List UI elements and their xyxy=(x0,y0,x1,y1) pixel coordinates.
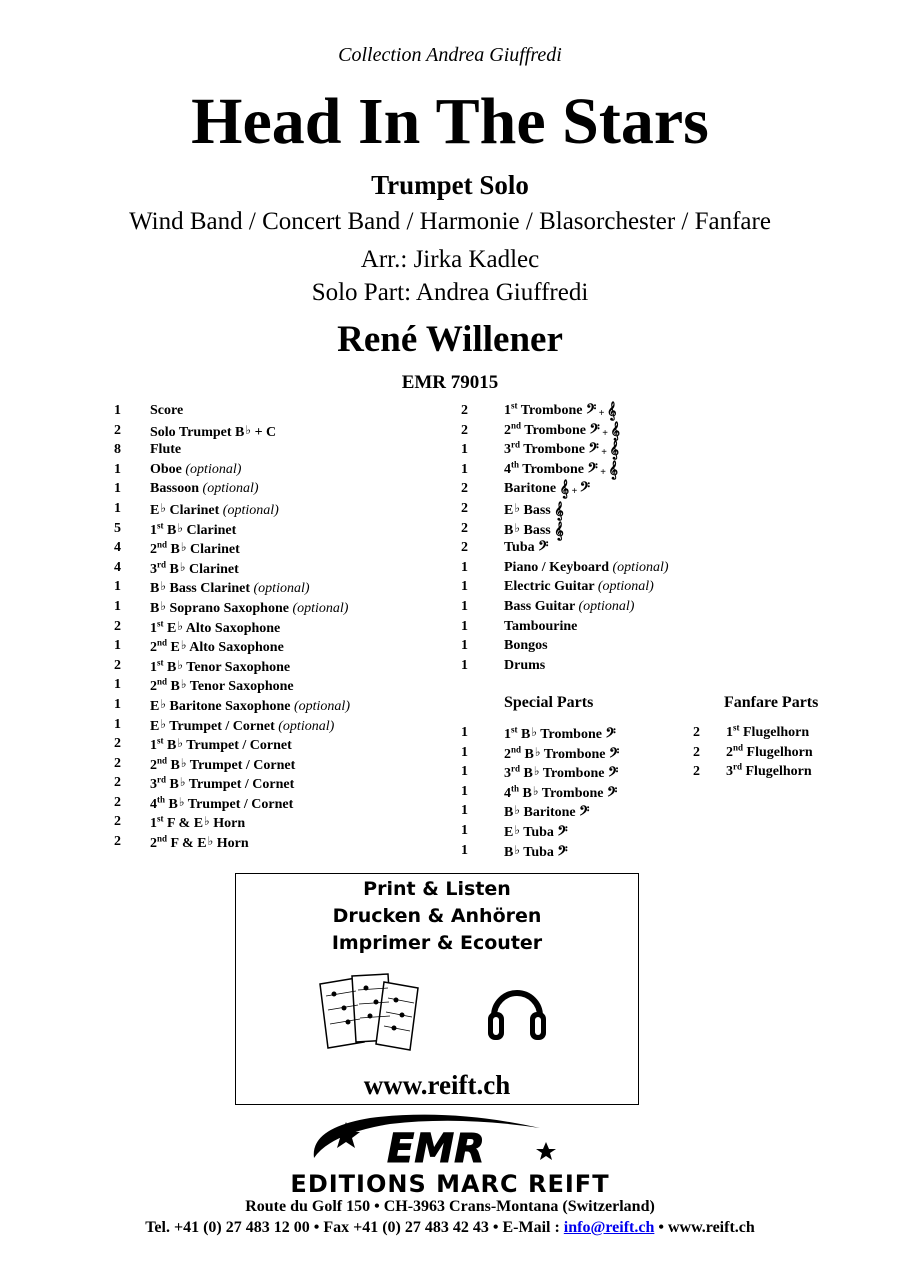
part-name: 1st F & E♭ Horn xyxy=(150,813,246,832)
website-link[interactable]: www.reift.ch xyxy=(363,1070,511,1100)
clef-icon: 𝄢 xyxy=(557,844,568,862)
ordinal-suffix: nd xyxy=(157,833,168,844)
ordinal-suffix: st xyxy=(157,657,164,668)
ordinal-suffix: st xyxy=(157,617,164,628)
part-quantity: 2 xyxy=(114,736,121,752)
ordinal-suffix: rd xyxy=(511,439,520,450)
flat-symbol: ♭ xyxy=(514,520,521,535)
part-name: 2nd Flugelhorn xyxy=(726,741,813,760)
part-name: Oboe (optional) xyxy=(150,461,242,477)
flat-symbol: ♭ xyxy=(177,618,184,633)
flat-symbol: ♭ xyxy=(160,579,167,594)
collection-name: Collection Andrea Giuffredi xyxy=(338,44,562,66)
part-name: 2nd B♭ Clarinet xyxy=(150,539,240,558)
clef-icon: 𝄢 xyxy=(538,540,549,558)
part-name: 2nd Trombone 𝄢 + 𝄞 xyxy=(504,419,620,440)
ordinal-suffix: st xyxy=(157,813,164,824)
flat-symbol: ♭ xyxy=(160,500,167,515)
optional-note: (optional) xyxy=(253,581,310,597)
ordinal-suffix: rd xyxy=(733,761,742,772)
part-name: 2nd F & E♭ Horn xyxy=(150,833,249,852)
clef-icon: 𝄞 xyxy=(554,522,564,540)
ordinal-suffix: rd xyxy=(511,763,520,774)
part-quantity: 2 xyxy=(693,764,700,780)
print-listen-fr: Imprimer & Ecouter xyxy=(331,932,543,954)
flat-symbol: ♭ xyxy=(177,736,184,751)
website-footer: • www.reift.ch xyxy=(654,1219,755,1236)
optional-note: (optional) xyxy=(222,502,279,518)
part-quantity: 1 xyxy=(114,461,121,477)
part-quantity: 2 xyxy=(461,481,468,497)
optional-note: (optional) xyxy=(612,559,669,575)
ordinal-suffix: nd xyxy=(157,637,168,648)
optional-note: (optional) xyxy=(292,600,349,616)
part-name: Baritone 𝄞 + 𝄢 xyxy=(504,481,591,499)
publisher-contact xyxy=(0,1219,900,1237)
flat-symbol: ♭ xyxy=(160,716,167,731)
part-quantity: 2 xyxy=(461,403,468,418)
part-quantity: 2 xyxy=(461,422,468,438)
part-name: 4th B♭ Trumpet / Cornet xyxy=(150,794,294,812)
publisher-address: Route du Golf 150 • CH-3963 Crans-Montana (Switzerland) xyxy=(245,1198,655,1215)
publisher-name: EDITIONS MARC REIFT xyxy=(290,1170,610,1198)
clef-icon: 𝄞 + 𝄢 xyxy=(559,481,591,499)
optional-note: (optional) xyxy=(293,698,350,714)
part-name: Flute xyxy=(150,442,182,458)
flat-symbol: ♭ xyxy=(179,559,186,574)
part-quantity: 1 xyxy=(114,696,121,712)
part-name: 1st Trombone 𝄢 + 𝄞 xyxy=(504,400,617,420)
part-name: 3rd Trombone 𝄢 + 𝄞 xyxy=(504,439,619,460)
catalog-number: EMR 79015 xyxy=(401,372,499,393)
part-quantity: 2 xyxy=(114,422,121,438)
part-quantity: 2 xyxy=(461,540,468,556)
part-name: Bass Guitar (optional) xyxy=(504,598,635,614)
part-name: 2nd E♭ Alto Saxophone xyxy=(150,637,284,656)
part-name: Bongos xyxy=(504,638,548,654)
part-quantity: 2 xyxy=(114,657,121,673)
part-quantity: 1 xyxy=(461,744,468,760)
print-listen-de: Drucken & Anhören xyxy=(332,905,542,927)
flat-symbol: ♭ xyxy=(160,598,167,613)
part-name: E♭ Baritone Saxophone (optional) xyxy=(150,696,350,714)
ordinal-suffix: nd xyxy=(511,419,522,430)
clef-icon: 𝄢 + 𝄞 xyxy=(588,442,619,460)
part-quantity: 1 xyxy=(114,579,121,595)
part-name: Tuba 𝄢 xyxy=(504,540,549,558)
flat-symbol: ♭ xyxy=(204,814,210,829)
part-name: Score xyxy=(150,403,184,418)
part-name: 3rd B♭ Trumpet / Cornet xyxy=(150,774,295,793)
flat-symbol: ♭ xyxy=(245,422,252,437)
part-quantity: 4 xyxy=(114,559,121,575)
flat-symbol: ♭ xyxy=(179,775,186,790)
ordinal-suffix: rd xyxy=(157,774,166,785)
part-name: 1st E♭ Alto Saxophone xyxy=(150,617,281,636)
ordinal-suffix: st xyxy=(511,724,518,735)
part-quantity: 1 xyxy=(114,677,121,693)
part-quantity: 2 xyxy=(114,834,121,850)
part-quantity: 1 xyxy=(461,842,468,858)
part-name: 4th Trombone 𝄢 + 𝄞 xyxy=(504,459,618,479)
flat-symbol: ♭ xyxy=(180,638,187,653)
ordinal-suffix: st xyxy=(511,400,518,411)
part-name: E♭ Bass 𝄞 xyxy=(504,500,564,520)
ordinal-suffix: rd xyxy=(157,559,166,570)
email-link[interactable]: info@reift.ch xyxy=(563,1219,655,1236)
part-quantity: 1 xyxy=(114,403,121,418)
part-quantity: 1 xyxy=(114,716,121,732)
part-quantity: 2 xyxy=(461,500,468,516)
emr-logo-text: EMR xyxy=(387,1126,485,1170)
print-listen-en: Print & Listen xyxy=(363,878,511,900)
ordinal-suffix: nd xyxy=(157,755,168,766)
clef-icon: 𝄢 xyxy=(609,746,620,764)
ordinal-suffix: nd xyxy=(511,743,522,754)
part-name: B♭ Bass 𝄞 xyxy=(504,520,564,540)
part-name: 2nd B♭ Trombone 𝄢 xyxy=(504,743,620,764)
ordinal-suffix: st xyxy=(733,722,740,733)
part-quantity: 2 xyxy=(114,755,121,771)
headphones-icon xyxy=(486,974,548,1044)
clef-icon: 𝄢 + 𝄞 xyxy=(587,461,618,479)
flat-symbol: ♭ xyxy=(531,725,538,739)
part-quantity: 4 xyxy=(114,540,121,556)
optional-note: (optional) xyxy=(185,461,242,477)
composer: René Willener xyxy=(337,319,563,360)
part-name: 3rd B♭ Clarinet xyxy=(150,559,239,577)
print-listen-box[interactable] xyxy=(235,873,639,1105)
ordinal-suffix: nd xyxy=(157,676,168,687)
part-quantity: 1 xyxy=(114,638,121,654)
part-quantity: 2 xyxy=(114,794,121,810)
part-quantity: 2 xyxy=(693,725,700,740)
flat-symbol: ♭ xyxy=(178,794,185,809)
part-quantity: 1 xyxy=(461,559,468,575)
part-quantity: 1 xyxy=(114,598,121,614)
flat-symbol: ♭ xyxy=(177,657,184,672)
clef-icon: 𝄢 xyxy=(607,766,619,784)
part-quantity: 1 xyxy=(461,764,468,780)
part-name: B♭ Baritone 𝄢 xyxy=(504,803,590,823)
part-name: E♭ Trumpet / Cornet (optional) xyxy=(150,716,335,734)
optional-note: (optional) xyxy=(202,481,259,497)
part-name: 2nd B♭ Trumpet / Cornet xyxy=(150,755,296,773)
part-name: Piano / Keyboard (optional) xyxy=(504,559,669,575)
clef-icon: 𝄢 xyxy=(605,727,616,744)
optional-note: (optional) xyxy=(578,598,635,614)
clef-icon: 𝄞 xyxy=(554,502,564,520)
part-name: Electric Guitar (optional) xyxy=(504,579,654,595)
part-name: 1st B♭ Trumpet / Cornet xyxy=(150,735,292,754)
part-name: 1st B♭ Tenor Saxophone xyxy=(150,657,291,675)
part-name: 2nd B♭ Tenor Saxophone xyxy=(150,676,294,695)
part-quantity: 1 xyxy=(461,638,468,654)
flat-symbol: ♭ xyxy=(514,842,521,857)
ordinal-suffix: st xyxy=(157,735,164,746)
sheet-music-icon xyxy=(318,972,428,1052)
ordinal-suffix: th xyxy=(511,459,520,470)
part-quantity: 2 xyxy=(693,744,700,760)
flat-symbol: ♭ xyxy=(160,696,167,711)
part-quantity: 1 xyxy=(461,461,468,477)
part-name: B♭ Soprano Saxophone (optional) xyxy=(150,598,349,616)
solo-part-credit: Solo Part: Andrea Giuffredi xyxy=(311,279,589,306)
part-quantity: 2 xyxy=(114,775,121,791)
part-quantity: 1 xyxy=(114,500,121,516)
flat-symbol: ♭ xyxy=(514,500,521,515)
part-quantity: 1 xyxy=(114,481,121,497)
part-name: E♭ Clarinet (optional) xyxy=(150,500,279,518)
part-name: B♭ Bass Clarinet (optional) xyxy=(150,579,310,597)
part-quantity: 1 xyxy=(461,598,468,614)
part-name: 3rd B♭ Trombone 𝄢 xyxy=(504,763,619,784)
optional-note: (optional) xyxy=(597,579,654,595)
flat-symbol: ♭ xyxy=(180,540,187,555)
ordinal-suffix: st xyxy=(157,519,164,530)
flat-symbol: ♭ xyxy=(533,764,540,779)
part-name: 3rd Flugelhorn xyxy=(726,761,812,780)
special-parts-heading: Special Parts xyxy=(504,694,594,711)
clef-icon: 𝄢 xyxy=(557,824,568,842)
part-quantity: 1 xyxy=(461,442,468,458)
ordinal-suffix: nd xyxy=(733,741,744,752)
fanfare-parts-heading: Fanfare Parts xyxy=(724,694,819,711)
phone-fax: Tel. +41 (0) 27 483 12 00 • Fax +41 (0) 27 483 42 43 • E-Mail : xyxy=(145,1219,564,1236)
flat-symbol: ♭ xyxy=(207,834,214,849)
part-name: B♭ Tuba 𝄢 xyxy=(504,842,568,862)
part-name: 4th B♭ Trombone 𝄢 xyxy=(504,783,618,803)
optional-note: (optional) xyxy=(278,718,335,734)
part-quantity: 8 xyxy=(114,442,121,458)
flat-symbol: ♭ xyxy=(177,520,184,535)
clef-icon: 𝄢 xyxy=(607,785,618,803)
part-name: Tambourine xyxy=(504,618,578,634)
part-quantity: 2 xyxy=(114,814,121,830)
part-name: Bassoon (optional) xyxy=(150,481,259,497)
part-quantity: 1 xyxy=(461,618,468,634)
part-quantity: 5 xyxy=(114,520,121,536)
flat-symbol: ♭ xyxy=(534,744,541,759)
part-name: Drums xyxy=(504,657,546,673)
arranger: Arr.: Jirka Kadlec xyxy=(360,246,540,273)
ordinal-suffix: th xyxy=(511,783,520,794)
part-quantity: 1 xyxy=(461,579,468,595)
subtitle: Trumpet Solo xyxy=(371,170,529,200)
clef-icon: 𝄢 + 𝄞 xyxy=(585,403,617,420)
clef-icon: 𝄢 + 𝄞 xyxy=(589,422,620,440)
flat-symbol: ♭ xyxy=(180,677,187,692)
part-name: 1st Flugelhorn xyxy=(726,722,810,740)
band-types: Wind Band / Concert Band / Harmonie / Blasorchester / Fanfare xyxy=(129,208,771,235)
flat-symbol: ♭ xyxy=(532,783,539,798)
ordinal-suffix: nd xyxy=(157,539,168,550)
part-quantity: 2 xyxy=(461,520,468,536)
page-title: Head In The Stars xyxy=(191,85,709,158)
part-name: 1st B♭ Clarinet xyxy=(150,519,237,538)
flat-symbol: ♭ xyxy=(514,803,521,818)
ordinal-suffix: th xyxy=(157,794,166,805)
flat-symbol: ♭ xyxy=(180,755,187,770)
clef-icon: 𝄢 xyxy=(579,805,590,823)
part-quantity: 1 xyxy=(461,783,468,799)
part-quantity: 1 xyxy=(461,657,468,673)
part-quantity: 1 xyxy=(461,803,468,819)
part-quantity: 1 xyxy=(461,725,468,740)
part-name: Solo Trumpet B♭ + C xyxy=(150,422,277,440)
part-name: E♭ Tuba 𝄢 xyxy=(504,822,568,842)
emr-logo xyxy=(300,1108,560,1170)
part-name: 1st B♭ Trombone 𝄢 xyxy=(504,724,616,744)
flat-symbol: ♭ xyxy=(514,822,521,837)
part-quantity: 2 xyxy=(114,618,121,634)
part-quantity: 1 xyxy=(461,822,468,838)
